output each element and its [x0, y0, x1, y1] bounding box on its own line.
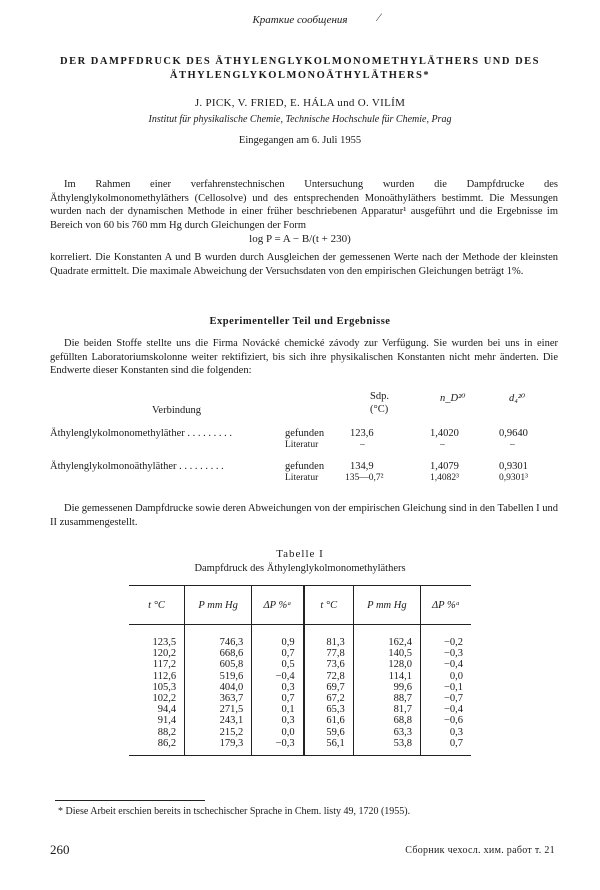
- constants-header-density: d₄²⁰: [509, 393, 526, 404]
- compound-1-nd-found: 1,4020: [430, 428, 459, 439]
- cell-temp: 112,6: [152, 670, 177, 682]
- table-row: [129, 682, 471, 693]
- compound-1-bp-lit: –: [360, 440, 365, 450]
- cell-temp-2: 65,3: [304, 704, 354, 715]
- compound-2-found-label: gefunden: [285, 461, 325, 472]
- cell-deviation: 0,3: [252, 715, 304, 726]
- tables-paragraph: Die gemessenen Dampfdrucke sowie deren Abweichungen von der empirischen Gleichung sind in den Tabellen I und II zusammengestellt.: [50, 503, 558, 528]
- compound-2-density-lit: 0,9301³: [499, 473, 528, 483]
- compound-1-lit-label: Literatur: [285, 440, 319, 450]
- cell-deviation-2: −0,1: [420, 682, 471, 693]
- authors: J. PICK, V. FRIED, E. HÁLA und O. VILÍM: [194, 97, 406, 109]
- cell-deviation: 0,3: [252, 682, 304, 693]
- compound-2-nd-lit: 1,4082³: [430, 473, 459, 483]
- running-head: Краткие сообщения: [252, 14, 348, 26]
- results-paragraph: korreliert. Die Konstanten A und B wurden durch Ausgleichen der gemessenen Werte nach der Methode der kleinsten Quadrate ermittelt. Die maximale Abweichung der Versuchsdaten von den empirischen Gleichungen beträgt 1%.: [50, 252, 558, 277]
- compound-1-density-found: 0,9640: [499, 428, 528, 439]
- col-header-pressure: P mm Hg: [185, 586, 252, 625]
- cell-pressure: 363,7: [185, 693, 252, 704]
- cell-temp: 120,2: [152, 648, 177, 660]
- cell-deviation: 0,7: [252, 693, 304, 704]
- cell-temp-2: 81,3: [304, 637, 354, 648]
- cell-temp-2: 56,1: [304, 738, 354, 749]
- compound-2-lit-label: Literatur: [285, 473, 319, 483]
- cell-deviation: 0,0: [252, 727, 304, 738]
- cell-temp-2: 72,8: [304, 671, 354, 682]
- cell-temp-2: 59,6: [304, 727, 354, 738]
- col-header-pressure-2: P mm Hg: [353, 586, 420, 625]
- cell-deviation: 0,1: [252, 704, 304, 715]
- cell-deviation: −0,3: [252, 738, 304, 749]
- cell-deviation: 0,7: [252, 648, 304, 659]
- cell-pressure-2: 99,6: [353, 682, 420, 693]
- compound-1-density-lit: –: [510, 440, 515, 450]
- table-row: [129, 727, 471, 738]
- cell-temp-2: 69,7: [304, 682, 354, 693]
- received-date: Eingegangen am 6. Juli 1955: [238, 135, 362, 146]
- materials-paragraph: Die beiden Stoffe stellte uns die Firma Novácké chemické závody zur Verfügung. Sie wurden bei uns in einer gefüllten Laboratoriumskolonne weiter rektifiziert, bis sich ihre physikalischen Konstanten nicht mehr änderten. Die Endwerte dieser Konstanten sind die folgenden:: [50, 338, 558, 377]
- cell-pressure: 243,1: [185, 715, 252, 726]
- page-number: 260: [50, 842, 70, 857]
- constants-header-bp: Sdp.: [370, 391, 389, 402]
- cell-pressure-2: 53,8: [353, 738, 420, 749]
- table-row: [129, 671, 471, 682]
- col-header-temp: t °C: [129, 586, 185, 625]
- compound-1-bp-found: 123,6: [350, 428, 374, 439]
- vapor-pressure-table: [129, 585, 471, 756]
- article-title: [40, 55, 560, 83]
- cell-temp: 123,5: [152, 637, 177, 648]
- cell-pressure: 519,6: [185, 671, 252, 682]
- compound-1-found-label: gefunden: [285, 428, 325, 439]
- cell-deviation: 0,5: [252, 659, 304, 670]
- cell-temp-2: 61,6: [304, 715, 354, 726]
- cell-deviation-2: −0,2: [420, 637, 471, 648]
- footnote-rule: [55, 800, 205, 801]
- compound-1-name: Äthylenglykolmonomethyläther . . . . . . . . .: [50, 428, 232, 439]
- cell-temp: 88,2: [157, 726, 177, 738]
- equation: log P = A − B/(t + 230): [249, 233, 351, 245]
- section-heading: Experimenteller Teil und Ergebnisse: [209, 316, 391, 327]
- constants-header-compound: Verbindung: [152, 405, 201, 416]
- table-row: [129, 659, 471, 670]
- cell-temp-2: 73,6: [304, 659, 354, 670]
- table-row: [129, 637, 471, 648]
- constants-header-bp-unit: (°C): [370, 404, 389, 415]
- cell-temp: 105,3: [152, 681, 177, 693]
- cell-temp: 91,4: [157, 715, 177, 727]
- cell-temp: 117,2: [152, 659, 177, 671]
- title-line-1: DER DAMPFDRUCK DES ÄTHYLENGLYKOLMONOMETHYLÄTHERS UND DES: [59, 56, 541, 67]
- table-row: [129, 715, 471, 726]
- cell-deviation-2: −0,7: [420, 693, 471, 704]
- compound-2-nd-found: 1,4079: [430, 461, 459, 472]
- cell-deviation-2: 0,0: [420, 671, 471, 682]
- cell-deviation-2: −0,6: [420, 715, 471, 726]
- cell-deviation-2: −0,3: [420, 648, 471, 659]
- cell-pressure: 215,2: [185, 727, 252, 738]
- cell-pressure-2: 81,7: [353, 704, 420, 715]
- cell-temp-2: 77,8: [304, 648, 354, 659]
- table-row: [129, 648, 471, 659]
- table-row: [129, 704, 471, 715]
- cell-deviation-2: −0,4: [420, 704, 471, 715]
- compound-2-density-found: 0,9301: [499, 461, 528, 472]
- col-header-deviation-2: ΔP %ᵃ: [420, 586, 471, 625]
- cell-pressure-2: 114,1: [353, 671, 420, 682]
- cell-pressure: 404,0: [185, 682, 252, 693]
- cell-temp: 86,2: [157, 737, 177, 749]
- cell-pressure-2: 68,8: [353, 715, 420, 726]
- cell-pressure-2: 63,3: [353, 727, 420, 738]
- col-header-deviation: ΔP %ᵃ: [252, 586, 304, 625]
- table-caption: Dampfdruck des Äthylenglykolmonomethyläthers: [194, 563, 406, 574]
- constants-header-refractive-index: n_D²⁰: [440, 393, 466, 404]
- pen-mark: ⁄: [378, 10, 381, 24]
- intro-paragraph: Im Rahmen einer verfahrenstechnischen Untersuchung wurden die Dampfdrucke des Äthylenglykolmonomethyläthers (Cellosolve) und des entsprechenden Monoäthyläthers bestimmt. Die Messungen wurden nach der dynamischen Methode in einer früher beschriebenen Apparatur¹ ausgeführt und die Ergebnisse im Bereich von 60 bis 760 mm Hg durch Gleichungen der Form: [50, 179, 558, 231]
- cell-pressure: 605,8: [185, 659, 252, 670]
- cell-pressure: 746,3: [185, 637, 252, 648]
- compound-2-name: Äthylenglykolmonoäthyläther . . . . . . . . .: [50, 461, 224, 472]
- cell-deviation: 0,9: [252, 637, 304, 648]
- cell-pressure-2: 162,4: [353, 637, 420, 648]
- cell-pressure-2: 88,7: [353, 693, 420, 704]
- table-body: [129, 625, 471, 756]
- cell-pressure: 271,5: [185, 704, 252, 715]
- cell-temp: 102,2: [152, 693, 177, 705]
- compound-1-nd-lit: –: [440, 440, 445, 450]
- cell-deviation-2: 0,7: [420, 738, 471, 749]
- journal-name: Сборник чехосл. хим. работ т. 21: [405, 845, 555, 856]
- col-header-temp-2: t °C: [304, 586, 354, 625]
- footnote: * Diese Arbeit erschien bereits in tschechischer Sprache in Chem. listy 49, 1720 (1955).: [58, 806, 411, 817]
- cell-pressure: 668,6: [185, 648, 252, 659]
- table-row: [129, 738, 471, 749]
- table-row: [129, 693, 471, 704]
- compound-2-bp-lit: 135—0,7²: [345, 473, 384, 483]
- cell-pressure-2: 140,5: [353, 648, 420, 659]
- cell-pressure: 179,3: [185, 738, 252, 749]
- cell-temp: 94,4: [157, 704, 177, 716]
- compound-2-bp-found: 134,9: [350, 461, 374, 472]
- table-label: Tabelle I: [276, 548, 324, 560]
- cell-deviation-2: −0,4: [420, 659, 471, 670]
- cell-pressure-2: 128,0: [353, 659, 420, 670]
- institute: Institut für physikalische Chemie, Technische Hochschule für Chemie, Prag: [148, 114, 452, 125]
- table-header-row: [129, 586, 471, 625]
- title-line-2: ÄTHYLENGLYKOLMONOÄTHYLÄTHERS*: [169, 70, 431, 81]
- cell-temp-2: 67,2: [304, 693, 354, 704]
- cell-deviation: −0,4: [252, 671, 304, 682]
- cell-deviation-2: 0,3: [420, 727, 471, 738]
